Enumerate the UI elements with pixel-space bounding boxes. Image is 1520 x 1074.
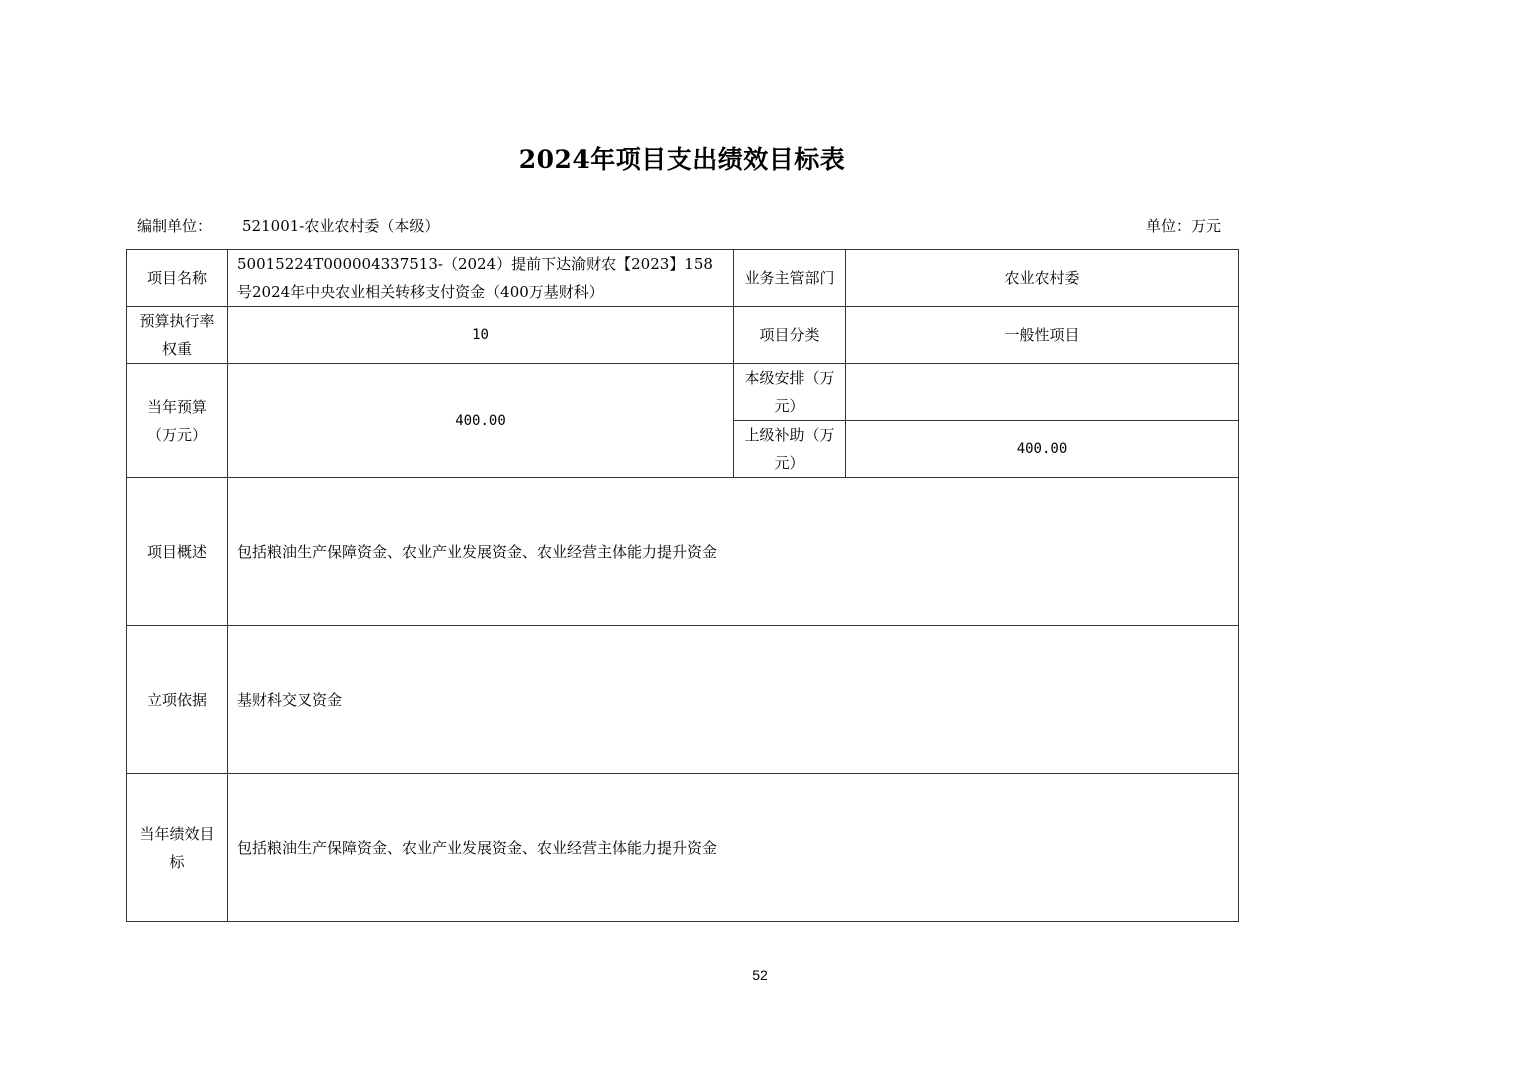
basis-label: 立项依据 <box>127 626 228 774</box>
compiling-unit-value: 521001-农业农村委（本级） <box>242 217 440 235</box>
table-row <box>127 626 1239 774</box>
page-number: 52 <box>752 967 768 983</box>
upper-subsidy-label: 上级补助（万元） <box>734 421 846 478</box>
project-name-value: 50015224T000004337513-（2024）提前下达渝财农【2023】158号2024年中央农业相关转移支付资金（400万基财科） <box>228 250 734 307</box>
performance-target-table <box>126 249 1239 922</box>
goal-label: 当年绩效目标 <box>127 774 228 922</box>
compiling-unit-label: 编制单位： <box>137 217 213 235</box>
category-value: 一般性项目 <box>846 307 1239 364</box>
table-row <box>127 364 1239 421</box>
table-row <box>127 478 1239 626</box>
upper-subsidy-value: 400.00 <box>846 421 1239 478</box>
goal-value: 包括粮油生产保障资金、农业产业发展资金、农业经营主体能力提升资金 <box>228 774 1239 922</box>
category-label: 项目分类 <box>734 307 846 364</box>
currency-unit: 单位：万元 <box>1146 217 1222 235</box>
overview-value: 包括粮油生产保障资金、农业产业发展资金、农业经营主体能力提升资金 <box>228 478 1239 626</box>
table-row <box>127 307 1239 364</box>
budget-value: 400.00 <box>228 364 734 478</box>
dept-label: 业务主管部门 <box>734 250 846 307</box>
table-row <box>127 250 1239 307</box>
table-row <box>127 774 1239 922</box>
weight-label: 预算执行率权重 <box>127 307 228 364</box>
dept-value: 农业农村委 <box>846 250 1239 307</box>
project-name-label: 项目名称 <box>127 250 228 307</box>
local-arrangement-value <box>846 364 1239 421</box>
weight-value: 10 <box>228 307 734 364</box>
basis-value: 基财科交叉资金 <box>228 626 1239 774</box>
budget-label: 当年预算（万元） <box>127 364 228 478</box>
local-arrangement-label: 本级安排（万元） <box>734 364 846 421</box>
document-title: 2024年项目支出绩效目标表 <box>518 145 846 174</box>
compiling-unit <box>137 215 439 236</box>
overview-label: 项目概述 <box>127 478 228 626</box>
